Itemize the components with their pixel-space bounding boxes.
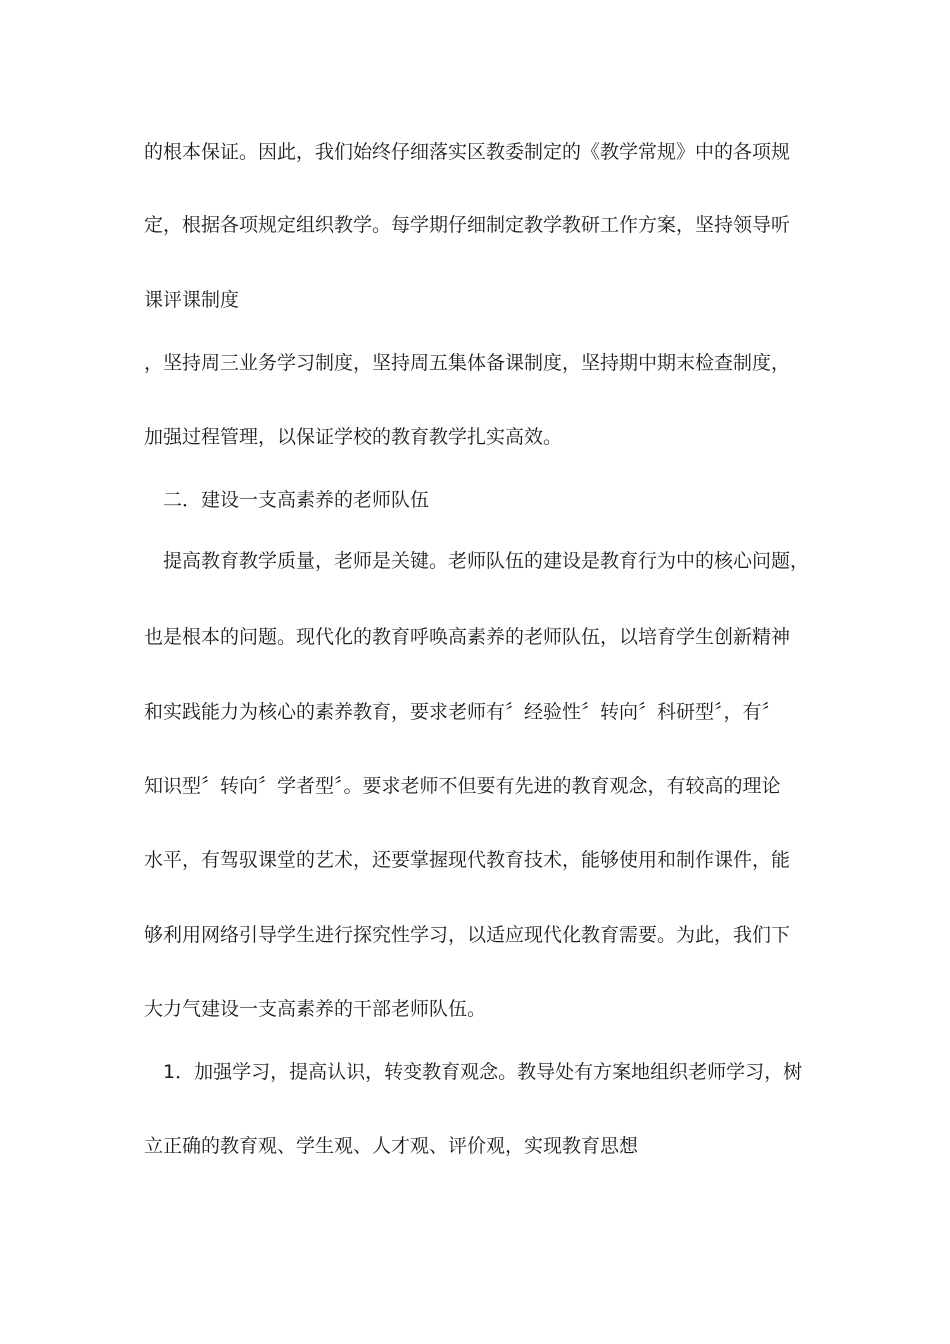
paragraph-line: 立正确的教育观、学生观、人才观、评价观，实现教育思想 <box>144 1135 639 1157</box>
paragraph-line: 知识型〞转向〞学者型〞。要求老师不但要有先进的教育观念，有较高的理论 <box>144 775 781 797</box>
paragraph-line: 提高教育教学质量，老师是关键。老师队伍的建设是教育行为中的核心问题， <box>163 550 810 572</box>
paragraph-line: 加强过程管理，以保证学校的教育教学扎实高效。 <box>144 426 563 448</box>
paragraph-line: 定，根据各项规定组织教学。每学期仔细制定教学教研工作方案，坚持领导听 <box>144 214 791 236</box>
paragraph-line: ，坚持周三业务学习制度，坚持周五集体备课制度，坚持期中期末检查制度， <box>144 352 791 374</box>
paragraph-line: 课评课制度 <box>144 289 240 311</box>
paragraph-line: 的根本保证。因此，我们始终仔细落实区教委制定的《教学常规》中的各项规 <box>144 141 791 163</box>
paragraph-line: 大力气建设一支高素养的干部老师队伍。 <box>144 998 487 1020</box>
paragraph-line: 也是根本的问题。现代化的教育呼唤高素养的老师队伍，以培育学生创新精神 <box>144 626 791 648</box>
paragraph-line: 和实践能力为核心的素养教育，要求老师有〞经验性〞转向〞科研型〞，有〞 <box>144 701 781 723</box>
paragraph-line: 够利用网络引导学生进行探究性学习，以适应现代化教育需要。为此，我们下 <box>144 924 791 946</box>
list-item: 1．加强学习，提高认识，转变教育观念。教导处有方案地组织老师学习，树 <box>163 1061 803 1083</box>
paragraph-line: 水平，有驾驭课堂的艺术，还要掌握现代教育技术，能够使用和制作课件，能 <box>144 849 791 871</box>
section-heading: 二．建设一支高素养的老师队伍 <box>163 489 430 511</box>
